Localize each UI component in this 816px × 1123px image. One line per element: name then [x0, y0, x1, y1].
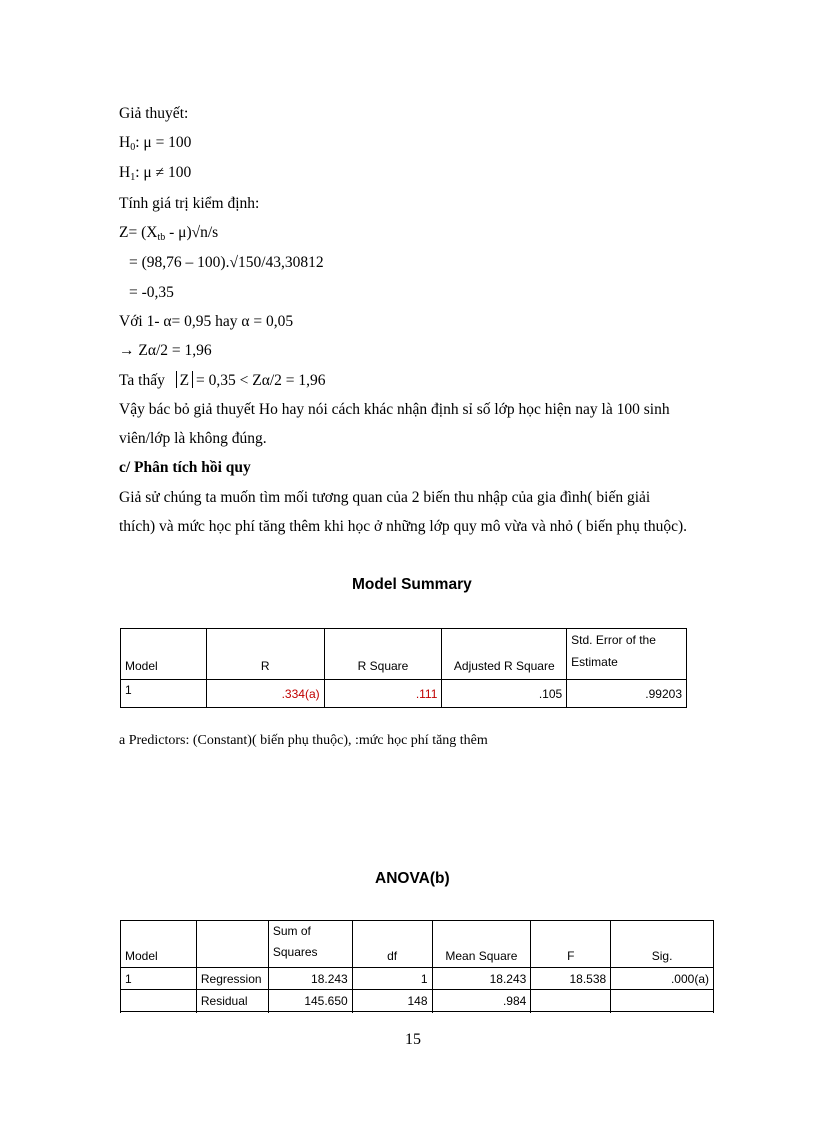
model-summary-table — [120, 628, 687, 708]
anova-cell-sum-of-squares: 145.650 — [268, 990, 352, 1012]
anova-cell-mean-square: .984 — [432, 990, 531, 1012]
anova-header-sig: Sig. — [611, 921, 714, 968]
abs-bar-right — [192, 371, 193, 388]
anova-header-blank — [196, 921, 268, 968]
conclusion-line-1: Vậy bác bỏ giả thuyết Ho hay nói cách khác nhận định sỉ số lớp học hiện nay là 100 sinh — [119, 401, 670, 418]
anova-row-residual — [121, 990, 714, 1012]
comparison-suffix: = 0,35 < Zα/2 = 1,96 — [196, 372, 326, 389]
anova-cell-df: 1 — [352, 968, 432, 990]
abs-bar-left — [176, 371, 177, 388]
comparison-line — [119, 371, 326, 390]
model-summary-footnote: a Predictors: (Constant)( biến phụ thuộc), :mức học phí tăng thêm — [119, 733, 488, 748]
h1-expression: : μ ≠ 100 — [135, 164, 192, 181]
critical-value: → Zα/2 = 1,96 — [119, 342, 212, 359]
header-r: R — [206, 629, 324, 680]
cell-r: .334(a) — [206, 680, 324, 708]
anova-header-sum-of: Sum of — [272, 924, 311, 938]
z-formula-subscript: tb — [157, 232, 166, 243]
cell-r-square: .111 — [324, 680, 442, 708]
model-summary-row — [121, 680, 687, 708]
null-hypothesis — [119, 134, 191, 153]
h-letter: H — [119, 164, 131, 181]
comparison-prefix: Ta thấy — [119, 372, 165, 389]
anova-table — [120, 920, 714, 1013]
cell-std-error: .99203 — [567, 680, 687, 708]
z-result: = -0,35 — [129, 284, 174, 301]
section-heading: c/ Phân tích hồi quy — [119, 459, 251, 476]
hypothesis-heading: Giả thuyết: — [119, 105, 189, 122]
header-model: Model — [121, 629, 207, 680]
anova-cell-source: Regression — [196, 968, 268, 990]
anova-cell-sig: .000(a) — [611, 968, 714, 990]
anova-table-clip — [120, 920, 714, 1013]
anova-cell-f — [531, 990, 611, 1012]
z-substitution: = (98,76 – 100).√150/43,30812 — [129, 254, 324, 271]
anova-cell-df: 148 — [352, 990, 432, 1012]
h-subscript: 0 — [130, 142, 136, 153]
anova-header-squares: Squares — [272, 945, 318, 959]
regression-intro-1: Giả sử chúng ta muốn tìm mối tương quan của 2 biến thu nhập của gia đình( biến giải — [119, 489, 651, 506]
model-summary-header-row — [121, 629, 687, 680]
header-std-error — [567, 629, 687, 680]
anova-cell-sum-of-squares: 18.243 — [268, 968, 352, 990]
header-std-error-line1: Std. Error of the — [571, 633, 656, 647]
anova-row-cutoff — [121, 1012, 714, 1014]
h-subscript: 1 — [130, 172, 136, 183]
anova-cell-sig — [611, 990, 714, 1012]
anova-header-model: Model — [121, 921, 197, 968]
anova-header-mean-square: Mean Square — [432, 921, 531, 968]
z-formula-end: - μ)√n/s — [165, 224, 219, 241]
page-number: 15 — [405, 1031, 421, 1048]
alpha-line: Với 1- α= 0,95 hay α = 0,05 — [119, 313, 294, 330]
anova-header-sum-of-squares — [268, 921, 352, 968]
anova-cell-mean-square: 18.243 — [432, 968, 531, 990]
cell-adjusted-r-square: .105 — [442, 680, 567, 708]
h-letter: H — [119, 134, 131, 151]
anova-cell-model — [121, 990, 197, 1012]
z-formula-start: Z= (X — [119, 224, 158, 241]
cell-model: 1 — [121, 680, 207, 708]
regression-intro-2: thích) và mức học phí tăng thêm khi học ở những lớp quy mô vừa và nhỏ ( biến phụ thuộc). — [119, 518, 688, 535]
conclusion-line-2: viên/lớp là không đúng. — [119, 430, 267, 447]
header-adjusted-r-square: Adjusted R Square — [442, 629, 567, 680]
anova-cell-model: 1 — [121, 968, 197, 990]
anova-header-f: F — [531, 921, 611, 968]
anova-row-regression — [121, 968, 714, 990]
h0-expression: : μ = 100 — [135, 134, 192, 151]
anova-cell-source: Residual — [196, 990, 268, 1012]
anova-title: ANOVA(b) — [375, 870, 450, 887]
anova-cell-f: 18.538 — [531, 968, 611, 990]
anova-header-row — [121, 921, 714, 968]
alt-hypothesis — [119, 164, 191, 183]
model-summary-title: Model Summary — [352, 576, 472, 593]
test-value-heading: Tính giá trị kiểm định: — [119, 195, 260, 212]
abs-z: Z — [179, 372, 190, 389]
anova-header-df: df — [352, 921, 432, 968]
header-r-square: R Square — [324, 629, 442, 680]
header-std-error-line2: Estimate — [571, 655, 618, 669]
z-formula — [119, 224, 218, 243]
